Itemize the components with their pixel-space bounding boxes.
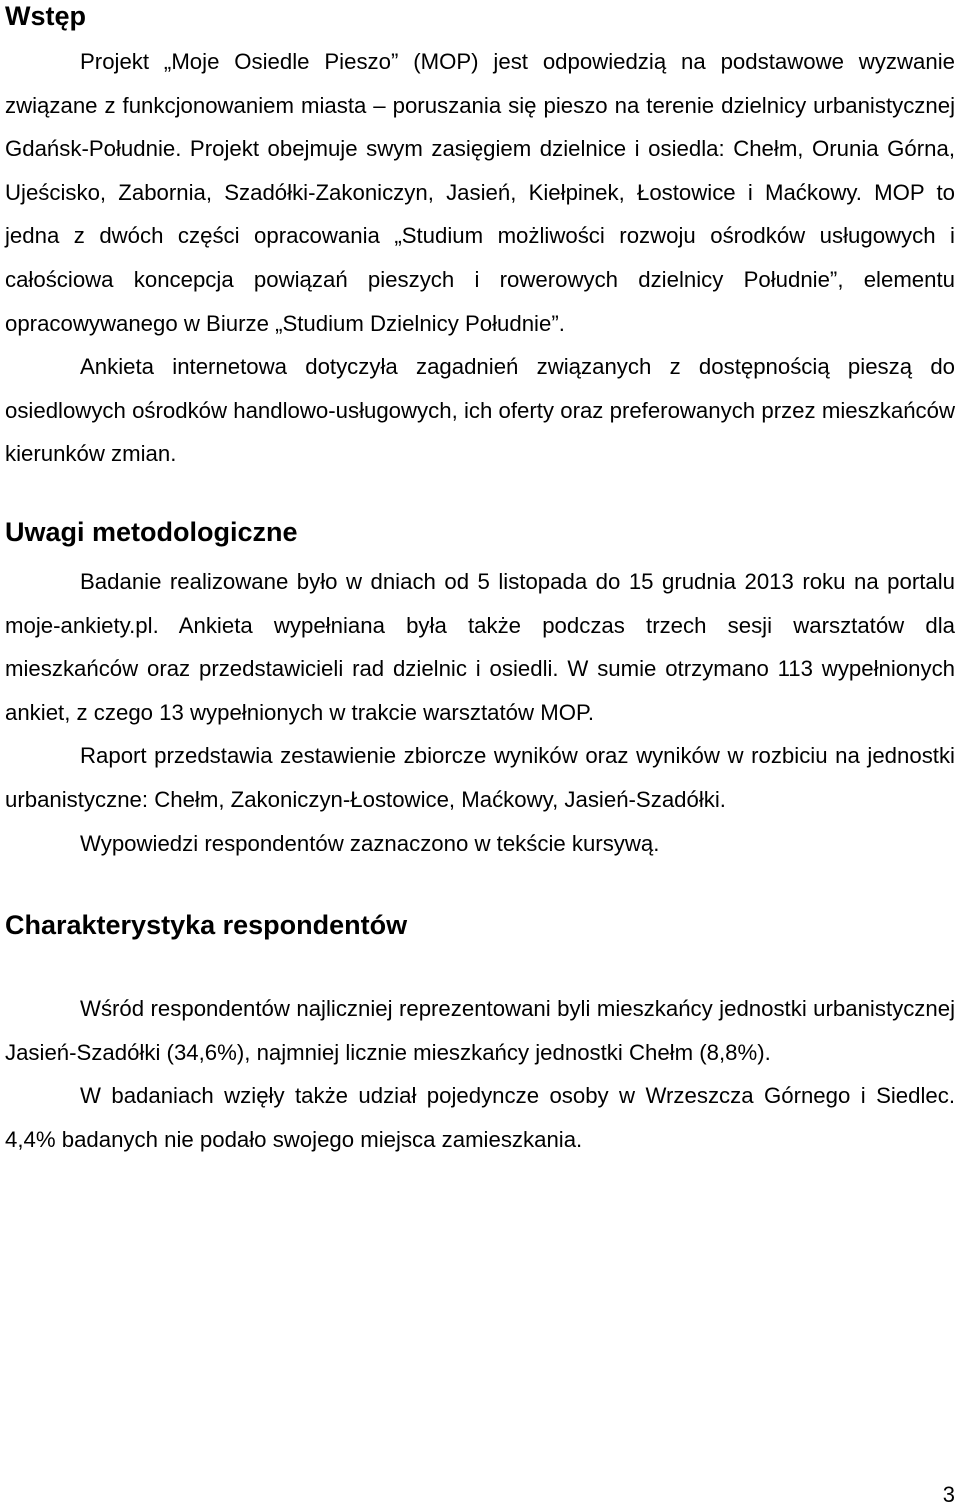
paragraph-other-respondents: W badaniach wzięły także udział pojedyncze osoby w Wrzeszcza Górnego i Siedlec. 4,4% badanych nie podało swojego miejsca zamieszkania. bbox=[5, 1083, 955, 1152]
section-heading-uwagi-metodologiczne: Uwagi metodologiczne bbox=[5, 516, 298, 547]
paragraph-report-structure: Raport przedstawia zestawienie zbiorcze wyników oraz wyników w rozbiciu na jednostki urbanistyczne: Chełm, Zakoniczyn-Łostowice, Maćkowy, Jasień-Szadółki. bbox=[5, 743, 955, 812]
paragraph-italics-note: Wypowiedzi respondentów zaznaczono w tekście kursywą. bbox=[80, 830, 660, 856]
page-number: 3 bbox=[942, 1482, 955, 1507]
paragraph-project-description: Projekt „Moje Osiedle Pieszo” (MOP) jest odpowiedzią na podstawowe wyzwanie związane z funkcjonowaniem miasta – poruszania się pieszo na terenie dzielnicy urbanistycznej Gdańsk-Południe. Projekt obejmuje swym zasięgiem dzielnice i osiedla: Chełm, Orunia Górna, Ujeścisko, Zabornia, Szadółki-Zakoniczyn, Jasień, Kiełpinek, Łostowice i Maćkowy. MOP to jedna z dwóch części opracowania „Studium możliwości rozwoju ośrodków usługowych i całościowa koncepcja powiązań pieszych i rowerowych dzielnicy Południe”, elementu opracowywanego w Biurze „Studium Dzielnicy Południe”. bbox=[5, 49, 955, 336]
section-heading-wstep: Wstęp bbox=[5, 1, 86, 31]
paragraph-respondent-distribution: Wśród respondentów najliczniej reprezentowani byli mieszkańcy jednostki urbanistycznej Jasień-Szadółki (34,6%), najmniej licznie mieszkańcy jednostki Chełm (8,8%). bbox=[5, 996, 955, 1065]
paragraph-survey-topic: Ankieta internetowa dotyczyła zagadnień związanych z dostępnością pieszą do osiedlowych ośrodków handlowo-usługowych, ich oferty oraz preferowanych przez mieszkańców kierunków zmian. bbox=[5, 354, 955, 467]
section-heading-charakterystyka-respondentow: Charakterystyka respondentów bbox=[5, 910, 408, 941]
paragraph-survey-period: Badanie realizowane było w dniach od 5 listopada do 15 grudnia 2013 roku na portalu moje-ankiety.pl. Ankieta wypełniana była także podczas trzech sesji warsztatów dla mieszkańców oraz przedstawicieli rad dzielnic i osiedli. W sumie otrzymano 113 wypełnionych ankiet, z czego 13 wypełnionych w trakcie warsztatów MOP. bbox=[5, 568, 955, 725]
document-page bbox=[5, 0, 955, 1161]
